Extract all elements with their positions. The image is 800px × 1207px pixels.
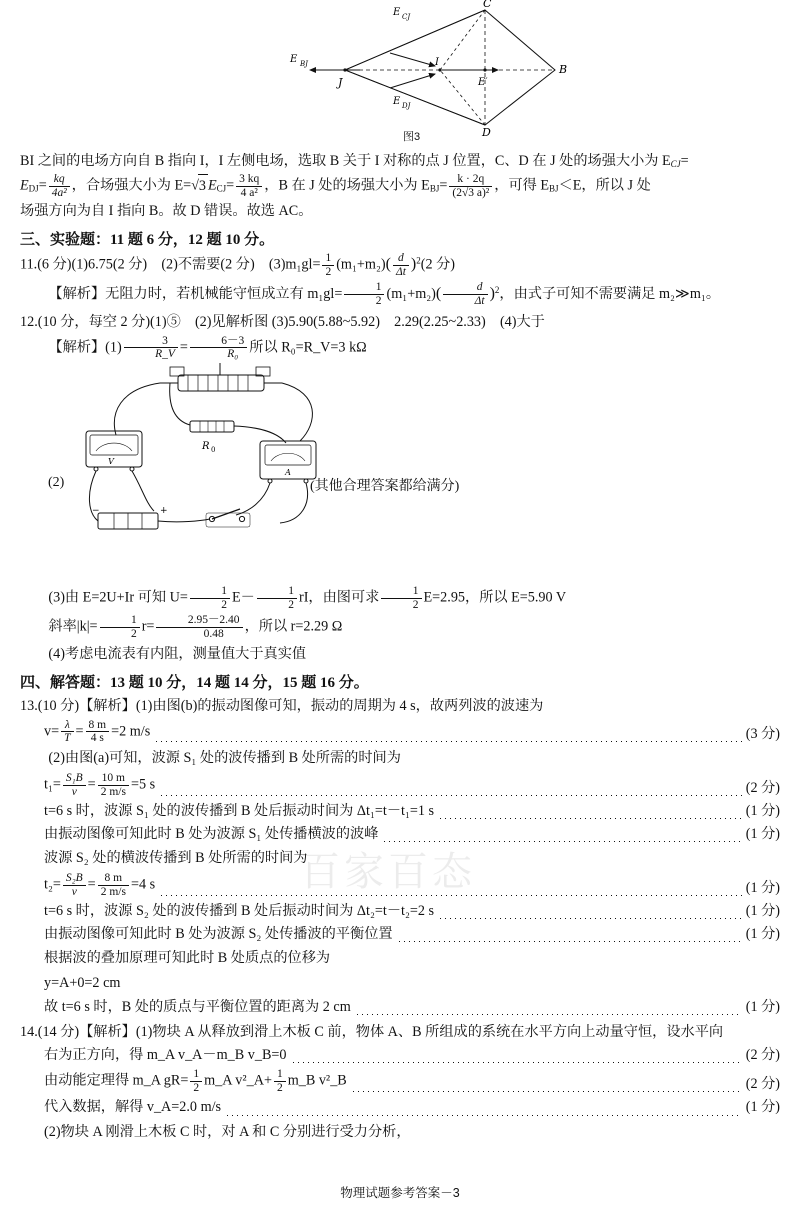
q13-line10: 故 t=6 s 时，B 处的质点与平衡位置的距离为 2 cm [44, 998, 351, 1015]
q13-eq3-f2: $\frac{8 m}{2 m/s}$ [98, 872, 129, 899]
q13-line8: 根据波的叠加原理可知此时 B 处质点的位移为 [44, 950, 331, 967]
q11-analysis [20, 281, 780, 308]
q13-line4: 由振动图像可知此时 B 处为波源 S₁ 处传播横波的波峰 [44, 826, 379, 843]
q12-analysis-1 [20, 335, 780, 362]
q11-analysis-post: ，由式子可知不需要满足 m₂≫m₁。 [499, 285, 721, 302]
q12-part2-label: (2) [48, 475, 65, 491]
q11-a-paren-open: ( [435, 284, 442, 302]
q14-line4: 代入数据，解得 v_A=2.0 m/s [44, 1099, 222, 1116]
switch [206, 509, 250, 527]
q13-line7-score: (1 分) [745, 926, 780, 943]
q13-eq1: v= $\frac{\lambda}{T}$ = $\frac{8 m}{4 s}$ =2 m/s [44, 718, 151, 745]
dot-leader [355, 1002, 742, 1019]
q14-eq-score: (2 分) [745, 1075, 780, 1092]
q12-note: (其他合理答案都给满分) [310, 479, 460, 495]
q13-eq1-f2: $\frac{8 m}{4 s}$ [86, 719, 110, 746]
svg-text:V: V [108, 457, 114, 467]
svg-text:C: C [483, 0, 492, 10]
q12-l4-mid: r= [141, 618, 155, 635]
q12-post: 所以 R₀=R_V=3 kΩ [249, 339, 367, 356]
q11-a-paren-close: ) [489, 284, 495, 302]
q13-line10-row [20, 997, 780, 1018]
intro-line3: 场强方向为自 I 指向 B。故 D 错误。故选 AC。 [20, 202, 313, 219]
q13-eq1-f1: $\frac{\lambda}{T}$ [61, 719, 73, 746]
q11-stem2: (m₁+m₂) [336, 256, 386, 273]
q13-line6-row [20, 901, 780, 922]
q12-l4-frac1: $\frac{1}{2}$ [100, 614, 140, 641]
intro-E-CJ-sub: CJ [216, 183, 227, 194]
intro-eq4: = [439, 177, 448, 194]
svg-text:BJ: BJ [300, 60, 308, 68]
q13-line4-score: (1 分) [745, 826, 780, 843]
intro-E-BJ-sub2: BJ [549, 183, 559, 194]
q14-line4-score: (1 分) [745, 1099, 780, 1116]
frac-k2q: $\frac{k \cdot 2q}{\text{(2√3 a)²}}$ [449, 173, 492, 200]
q13-eq2-f2: $\frac{10 m}{2 m/s}$ [98, 772, 129, 799]
dot-leader [291, 1050, 742, 1067]
svg-text:−: − [92, 506, 100, 517]
svg-text:E: E [393, 7, 401, 18]
q13-line3-score: (1 分) [745, 802, 780, 819]
q13-line3: t=6 s 时，波源 S₁ 处的波传播到 B 处后振动时间为 Δt₁=t－t₁=1 s [44, 802, 435, 819]
svg-text:R: R [202, 441, 210, 453]
q11-frac-half: $\frac{1}{2}$ [322, 252, 334, 279]
q12-l3-end: E=2.95，所以 E=5.90 V [423, 590, 567, 606]
q13-line10-score: (1 分) [745, 998, 780, 1015]
question-13-stem: 13.(10 分)【解析】(1)由图(b)的振动图像可知，振动的周期为 4 s，故两列波的波速为 [20, 697, 544, 714]
intro-eq3: = [226, 177, 235, 194]
section-3-heading: 三、实验题：11 题 6 分，12 题 10 分。 [20, 231, 275, 248]
section-4-heading: 四、解答题：13 题 10 分，14 题 14 分，15 题 16 分。 [20, 674, 369, 691]
svg-text:DJ: DJ [402, 102, 411, 110]
q11-paren-close: ) [410, 255, 417, 273]
intro-E-BJ-sub: BJ [429, 183, 440, 194]
circuit-diagram [50, 363, 380, 563]
q14-eq-f2: $\frac{1}{2}$ [274, 1068, 286, 1095]
q12-l4-pre: 斜率|k|= [48, 618, 98, 635]
question-14-stem: 14.(14 分)【解析】(1)物块 A 从释放到滑上木板 C 前，物体 A、B 所组成的系统在水平方向上动量守恒，设水平向 [20, 1024, 724, 1041]
q13-eq3-score: (1 分) [745, 879, 780, 896]
q13-line9: y=A+0=2 cm [44, 975, 121, 992]
svg-text:J: J [338, 76, 343, 89]
figure-3-caption: 图3 [403, 131, 421, 143]
q13-line7: 由振动图像可知此时 B 处为波源 S₂ 处传播波的平衡位置 [44, 926, 393, 943]
q12-analysis-5: (4)考虑电流表有内阻，测量值大于真实值 [48, 645, 307, 662]
q12-analysis-pre: 【解析】(1) [48, 339, 122, 356]
q14-line2-score: (2 分) [745, 1047, 780, 1064]
q11-analysis-pre: 【解析】无阻力时，若机械能守恒成立有 m₁gl= [48, 285, 343, 302]
q13-eq1-row [20, 719, 780, 746]
watermark: 百家百态 [300, 850, 476, 894]
q13-line4-row [20, 824, 780, 845]
frac-kq-4a2: $\frac{kq}{\text{4a²}}$ [49, 173, 70, 200]
q13-line7-row [20, 924, 780, 945]
intro-sub1: CJ [670, 159, 681, 169]
svg-text:E′: E′ [478, 77, 488, 88]
dot-leader [159, 882, 742, 899]
svg-text:CJ: CJ [402, 13, 411, 21]
intro-eq1: = [680, 153, 689, 169]
q14-eq-f1: $\frac{1}{2}$ [190, 1068, 202, 1095]
svg-text:0: 0 [211, 446, 216, 455]
q14-line5: (2)物块 A 刚滑上木板 C 时，对 A 和 C 分别进行受力分析， [44, 1123, 411, 1140]
q12-l3-mid2: rI，由图可求 [298, 590, 380, 606]
q12-l4-frac2: $\frac{2.95-2.40}{0.48}$ [156, 614, 242, 641]
q12-l3-pre: (3)由 E=2U+Ir 可知 U= [48, 590, 188, 606]
q13-eq2-row [20, 772, 780, 799]
q11-a-sup2: 2 [494, 284, 500, 295]
q12-l3-frac1: $\frac{1}{2}$ [190, 585, 230, 612]
q13-eq2: t₁= $\frac{\text{S₁B}}{v}$ = $\frac{10 m}{2 m/s}$ =5 s [44, 772, 156, 798]
sqrt-sign: √ [191, 178, 199, 194]
ammeter [260, 441, 316, 483]
q13-eq3-f1: $\frac{\text{S₂B}}{v}$ [63, 872, 86, 899]
figure-3 [20, 0, 780, 150]
q11-analysis-inner-frac: $\frac{d}{\Delta t}$ [443, 281, 487, 308]
intro-E-DJ-sub: DJ [28, 183, 39, 194]
question-11 [20, 252, 780, 279]
intro-paragraph [20, 150, 780, 173]
page-content [20, 0, 780, 1143]
dot-leader [397, 929, 742, 946]
q14-eq: 由动能定理得 m_A gR= $\frac{1}{2}$ m_A v²_A+ $\frac{1}{2}$ m_B v²_B [44, 1068, 347, 1095]
sqrt3: 3 [198, 174, 208, 198]
q11-analysis-mid: (m₁+m₂) [386, 285, 436, 302]
voltmeter [86, 431, 142, 471]
svg-text:D: D [482, 126, 491, 139]
r0-resistor [190, 421, 234, 454]
q11-frac-d-dt: $\frac{d}{\Delta t}$ [393, 252, 409, 279]
q12-eq: = [179, 339, 188, 356]
q12-frac-3-Rv: $\frac{3}{R\_V}$ [124, 335, 178, 362]
q14-eq-row [20, 1068, 780, 1095]
q11-analysis-frac: $\frac{1}{2}$ [344, 281, 384, 308]
q11-stem3: (2 分) [420, 256, 456, 273]
q13-line2: (2)由图(a)可知，波源 S₁ 处的波传播到 B 处所需的时间为 [48, 750, 401, 767]
q12-l3-mid1: E－ [231, 590, 255, 606]
svg-text:B: B [559, 63, 568, 76]
dot-leader [154, 729, 741, 746]
svg-text:E: E [290, 54, 298, 65]
intro-line1: BI 之间的电场方向自 B 指向 I，I 左侧电场，选取 B 关于 I 对称的点 J 位置，C、D 在 J 处的场强大小为 E [20, 153, 671, 169]
intro-eq2: = [38, 177, 47, 194]
q11-paren-open: ( [385, 255, 391, 273]
q13-eq2-f1: $\frac{\text{S₁B}}{v}$ [63, 772, 86, 799]
q13-line3-row [20, 801, 780, 822]
intro-text-b: ，合场强大小为 E= [71, 177, 192, 194]
q12-circuit-figure [20, 363, 780, 583]
q12-l4-end: ，所以 r=2.29 Ω [244, 618, 343, 635]
svg-text:A: A [285, 468, 291, 478]
q13-line6-score: (1 分) [745, 902, 780, 919]
q14-line2: 右为正方向，得 m_A v_A－m_B v_B=0 [44, 1047, 287, 1064]
q13-line5: 波源 S₂ 处的横波传播到 B 处所需的时间为 [44, 850, 308, 867]
svg-text:I: I [435, 57, 439, 68]
q14-line4-row [20, 1097, 780, 1118]
q12-l3-frac2: $\frac{1}{2}$ [257, 585, 297, 612]
q12-analysis-3 [20, 585, 780, 612]
intro-line2 [20, 173, 780, 200]
frac-3kq-4a2: $\frac{3 kq}{\text{4 a²}}$ [236, 173, 262, 200]
intro-E-DJ: E [20, 177, 29, 194]
intro-text-g: ，可得 E [494, 177, 550, 194]
battery [92, 506, 168, 529]
svg-text:E: E [393, 96, 401, 107]
q13-eq2-score: (2 分) [745, 779, 780, 796]
intro-text-h: ＜E，所以 J 处 [558, 177, 651, 194]
q11-stem: 11.(6 分)(1)6.75(2 分) (2)不需要(2 分) (3)m₁gl= [20, 256, 321, 273]
svg-text:+: + [160, 506, 168, 517]
q12-analysis-4 [20, 614, 780, 641]
q12-frac-6-3-R0: $\frac{6-3}{\text{R₀}}$ [190, 335, 247, 362]
page-footer: 物理试题参考答案－3 [340, 1186, 460, 1200]
q14-line2-row [20, 1045, 780, 1066]
question-12-stem: 12.(10 分，每空 2 分)(1)⑤ (2)见解析图 (3)5.90(5.88~5.92) 2.29(2.25~2.33) (4)大于 [20, 313, 545, 330]
intro-text-e: ，B 在 J 处的场强大小为 E [264, 177, 430, 194]
q12-l3-frac3: $\frac{1}{2}$ [381, 585, 421, 612]
dot-leader [351, 1079, 742, 1096]
dot-leader [438, 906, 742, 923]
dot-leader [225, 1102, 742, 1119]
intro-E-CJ: E [207, 177, 217, 194]
q13-eq3: t₂= $\frac{\text{S₂B}}{v}$ = $\frac{8 m}{2 m/s}$ =4 s [44, 872, 156, 898]
rheostat [160, 363, 282, 391]
q13-eq3-row [20, 872, 780, 899]
dot-leader [438, 805, 742, 822]
q13-eq1-score: (3 分) [745, 726, 780, 743]
dot-leader [382, 829, 741, 846]
dot-leader [159, 782, 742, 799]
q11-sup2: 2 [416, 255, 421, 266]
q13-line6: t=6 s 时，波源 S₂ 处的波传播到 B 处后振动时间为 Δt₂=t－t₂=2 s [44, 902, 435, 919]
